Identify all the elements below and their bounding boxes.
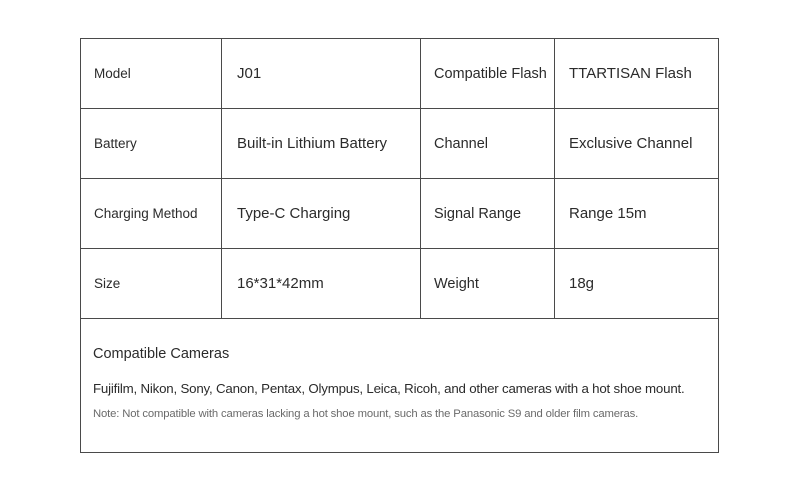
spec-table xyxy=(80,38,719,453)
spec-label: Size xyxy=(81,249,222,318)
spec-value: 18g xyxy=(569,275,595,292)
spec-row-battery xyxy=(81,109,718,179)
spec-value: 16*31*42mm xyxy=(222,249,421,318)
spec-label: Signal Range xyxy=(421,179,555,248)
spec-value: Exclusive Channel xyxy=(569,135,693,152)
spec-label: Weight xyxy=(421,249,555,318)
spec-value: TTARTISAN Flash xyxy=(569,65,692,82)
spec-value: J01 xyxy=(222,39,421,108)
spec-row-model xyxy=(81,39,718,109)
spec-label: Channel xyxy=(421,109,555,178)
compatible-cameras-list: Fujifilm, Nikon, Sony, Canon, Pentax, Olympus, Leica, Ricoh, and other cameras with a hot shoe mount. xyxy=(93,381,685,396)
spec-label: Model xyxy=(81,39,222,108)
compatible-cameras-title: Compatible Cameras xyxy=(93,346,230,362)
compatible-cameras-section xyxy=(81,319,718,452)
spec-value: Type-C Charging xyxy=(222,179,421,248)
spec-value: Range 15m xyxy=(569,205,647,222)
spec-label: Charging Method xyxy=(81,179,222,248)
spec-row-charging xyxy=(81,179,718,249)
spec-label: Battery xyxy=(81,109,222,178)
spec-row-size xyxy=(81,249,718,319)
spec-value: Built-in Lithium Battery xyxy=(222,109,421,178)
compatibility-note: Note: Not compatible with cameras lacking a hot shoe mount, such as the Panasonic S9 and older film cameras. xyxy=(93,408,639,420)
spec-label: Compatible Flash xyxy=(421,39,555,108)
